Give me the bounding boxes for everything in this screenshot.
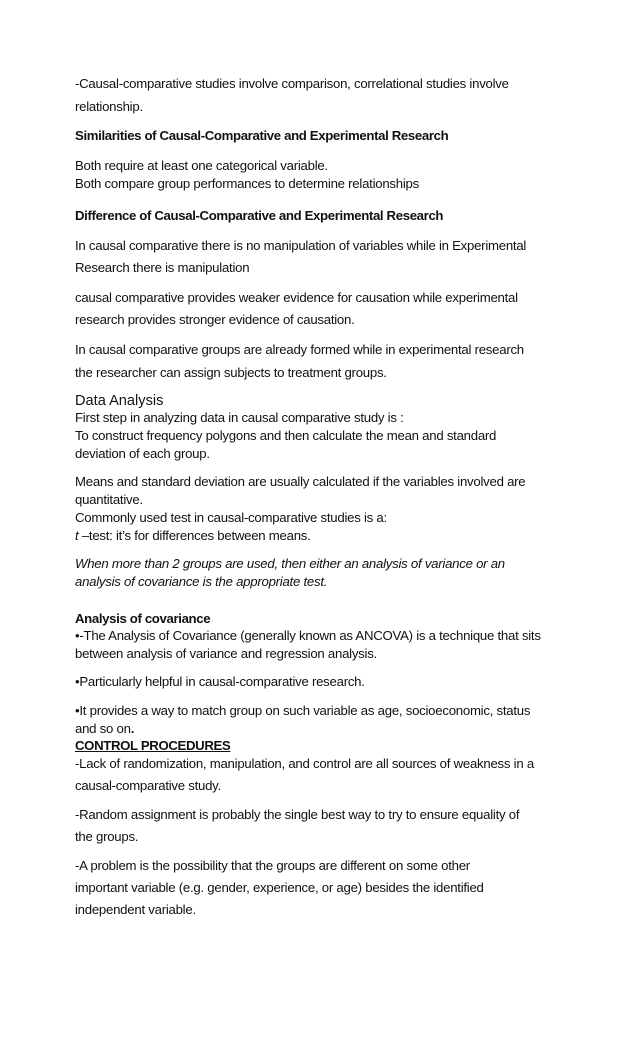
t-test-text: –test: it’s for differences between means. [78, 528, 311, 543]
data-analysis-line-5: quantitative. [75, 492, 143, 507]
differences-p1-line-2: Research there is manipulation [75, 260, 250, 275]
data-analysis-heading: Data Analysis [75, 393, 164, 409]
control-p2-line-1: -Random assignment is probably the single best way to try to ensure equality of [75, 807, 520, 822]
intro-line-2: relationship. [75, 99, 143, 114]
control-p2-line-2: the groups. [75, 829, 139, 844]
control-heading: CONTROL PROCEDURES [75, 738, 231, 753]
differences-p1-line-1: In causal comparative there is no manipulation of variables while in Experimental [75, 238, 527, 253]
data-analysis-line-7 [75, 528, 311, 544]
control-p3-line-2: important variable (e.g. gender, experience, or age) besides the identified [75, 880, 484, 895]
and-so-on-text: and so on [75, 721, 131, 736]
data-analysis-line-3: deviation of each group. [75, 446, 210, 461]
differences-heading: Difference of Causal-Comparative and Experimental Research [75, 208, 444, 223]
data-analysis-line-4: Means and standard deviation are usually calculated if the variables involved are [75, 474, 526, 489]
and-so-on-period: . [130, 721, 135, 736]
intro-line-1: -Causal-comparative studies involve comparison, correlational studies involve [75, 76, 509, 91]
control-p1-line-2: causal-comparative study. [75, 778, 221, 793]
differences-p3-line-2: the researcher can assign subjects to treatment groups. [75, 365, 387, 380]
data-analysis-italic-1: When more than 2 groups are used, then either an analysis of variance or an [75, 556, 505, 571]
control-p3-line-3: independent variable. [75, 902, 196, 917]
differences-p3-line-1: In causal comparative groups are already formed while in experimental research [75, 342, 524, 357]
differences-p2-line-2: research provides stronger evidence of causation. [75, 312, 355, 327]
data-analysis-line-1: First step in analyzing data in causal comparative study is : [75, 410, 404, 425]
similarities-heading: Similarities of Causal-Comparative and Experimental Research [75, 128, 449, 143]
covariance-bullet-3-line-2 [75, 721, 134, 737]
data-analysis-line-6: Commonly used test in causal-comparative studies is a: [75, 510, 387, 525]
similarities-line-1: Both require at least one categorical variable. [75, 158, 328, 173]
covariance-bullet-2: •Particularly helpful in causal-comparative research. [75, 674, 365, 689]
covariance-heading: Analysis of covariance [75, 611, 211, 626]
covariance-bullet-3-line-1: •It provides a way to match group on such variable as age, socioeconomic, status [75, 703, 531, 718]
covariance-bullet-1-line-1: •-The Analysis of Covariance (generally known as ANCOVA) is a technique that sits [75, 628, 541, 643]
similarities-line-2: Both compare group performances to determine relationships [75, 176, 419, 191]
differences-p2-line-1: causal comparative provides weaker evidence for causation while experimental [75, 290, 518, 305]
covariance-bullet-1-line-2: between analysis of variance and regression analysis. [75, 646, 377, 661]
t-symbol: t [75, 528, 79, 543]
data-analysis-line-2: To construct frequency polygons and then calculate the mean and standard [75, 428, 497, 443]
control-p1-line-1: -Lack of randomization, manipulation, and control are all sources of weakness in a [75, 756, 534, 771]
data-analysis-italic-2: analysis of covariance is the appropriate test. [75, 574, 328, 589]
control-p3-line-1: -A problem is the possibility that the groups are different on some other [75, 858, 470, 873]
